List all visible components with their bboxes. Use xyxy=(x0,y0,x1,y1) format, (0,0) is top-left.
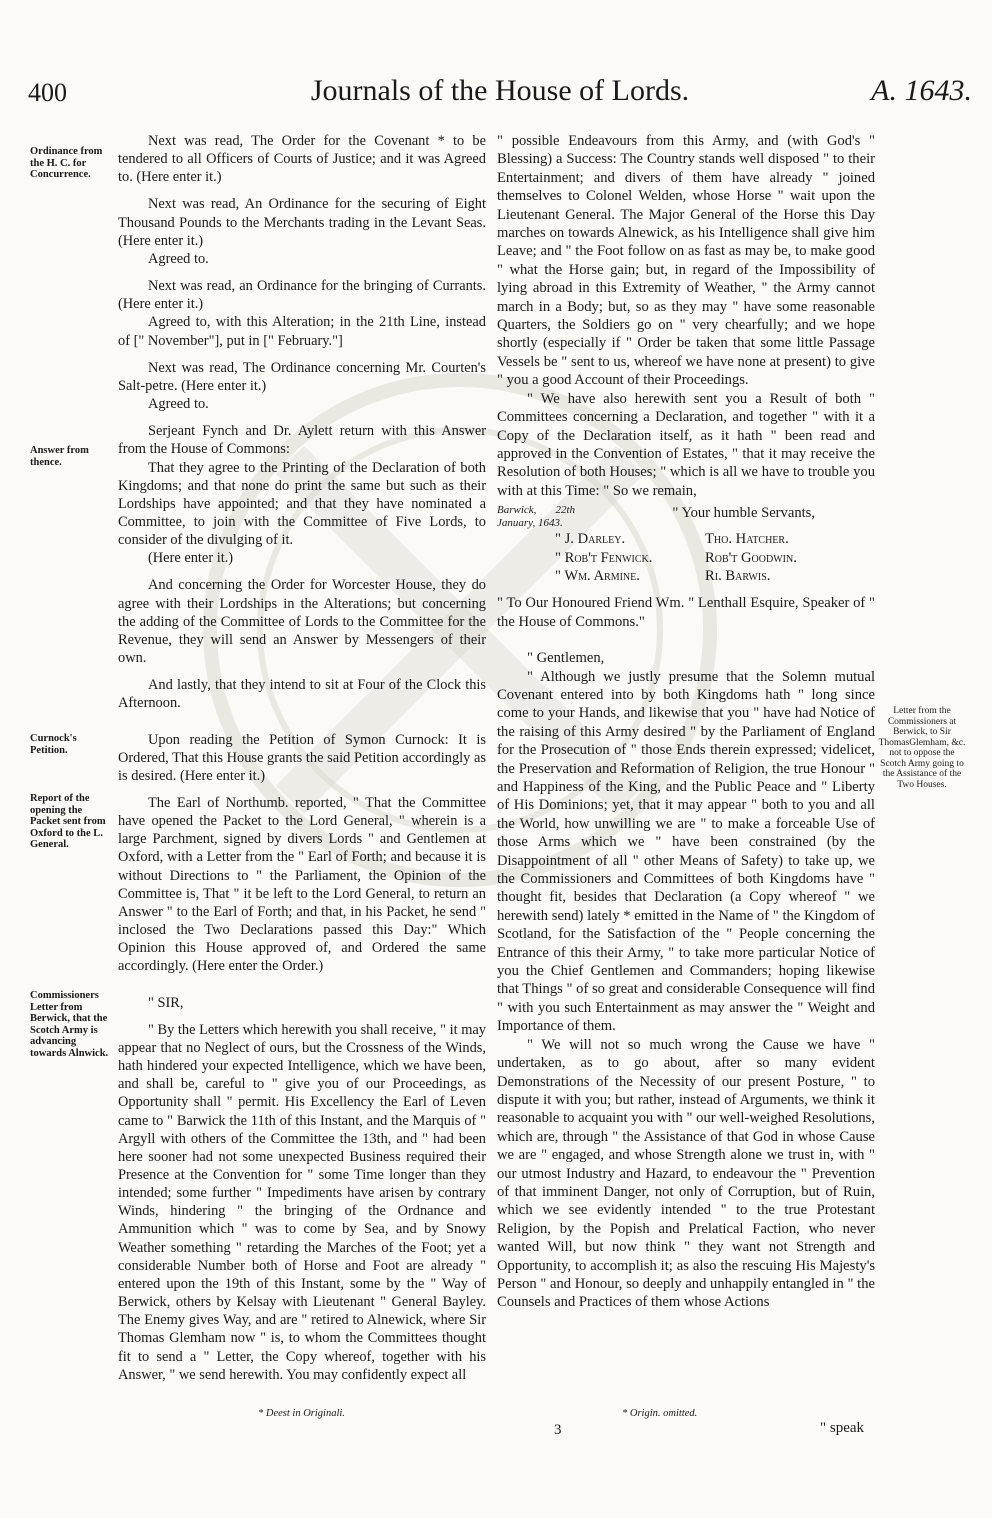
page-title: Journals of the House of Lords. xyxy=(310,74,690,107)
paragraph: That they agree to the Printing of the Declaration of both Kingdoms; and that none do print the same but such as their Lordships have appointed; and that they have nominated a Committee, to join with the Committee of Five Lords, to consider of the divulging of it. xyxy=(118,459,486,549)
paragraph: " possible Endeavours from this Army, and (with God's " Blessing) a Success: The Country stands well disposed " to their Entertainment; and divers of them have already " joined themselves to Colonel Welden, whose Horse " wait upon the Lieutenant General. The Major General of the Horse this Day marches on towards Alnewick, as his Intelligence shall give him Leave; and " the Foot follow on as fast as may be, to make good " what the Horse gain; but, in regard of the Impossibility of lying abroad in this Extremity of Weather, " the Army cannot march in a Body; but, so as they may " have some reasonable Quarters, the Soldiers go on " very chearfully; and we hope shortly (especially if " Order be taken that some little Passage Vessels be " sent to us, whereof we have none at present) to give " you a good Account of their Proceedings. xyxy=(497,133,875,389)
page-year: A. 1643. xyxy=(871,74,972,107)
paragraph: " We have also herewith sent you a Result of both " Committees concerning a Declaration, and together " with it a Copy of the Declaration itself, as it hath " been read and approved in the Convention of Estates, " that it may receive the Resolution of both Houses; " which is all we have to trouble you with at this Time: " So we remain, xyxy=(497,390,875,499)
page-number: 400 xyxy=(28,78,67,107)
signature: Rob't Goodwin. xyxy=(705,549,797,566)
margin-note-answer: Answer from thence. xyxy=(30,445,89,468)
paragraph: Serjeant Fynch and Dr. Aylett return with this Answer from the House of Commons: xyxy=(118,423,486,458)
paragraph: Next was read, An Ordinance for the securing of Eight Thousand Pounds to the Merchants trading in the Levant Seas. (Here enter it.) xyxy=(118,196,486,249)
paragraph: And lastly, that they intend to sit at Four of the Clock this Afternoon. xyxy=(118,677,486,712)
margin-note-ordinance: Ordinance from the H. C. for Concurrence. xyxy=(30,146,103,180)
signature: Ri. Barwis. xyxy=(705,567,771,584)
margin-note-letter: Letter from the Commissioners at Berwick, to Sir ThomasGlemham, &c. not to oppose the Scotch Army going to the Assistance of the Two Houses. xyxy=(878,706,966,790)
signatures xyxy=(555,530,875,585)
paragraph: " By the Letters which herewith you shall receive, " it may appear that no Neglect of ours, but the Crossness of the Winds, hath hindered your expected Intelligence, which we have been, and shall be, careful to " give you of our Proceedings, as Opportunity shall " permit. His Excellency the Earl of Leven came to " Barwick the 11th of this Instant, and the Marquis of " Argyll with others of the Committee the 13th, and " had been here sooner had not some unexpected Business required their Presence at the Convention for " some Time longer than they intended; some further " Impediments have arisen by contrary Winds, hindering " the bringing of the Ordnance and Ammunition which " was to come by Sea, and by Snowy Weather something " retarding the Marches of the Foot; yet a considerable Number both of Horse and Foot are already " entered upon the 19th of this Instant, some by the " Way of Berwick, others by Kelsay with Lieutenant " General Bayley. The Enemy gives Way, and are " retired to Alnewick, where Sir Thomas Glemham now " is, to whom the Committees thought fit to send a " Letter, the Copy whereof, together with his Answer, " we send herewith. You may confidently expect all xyxy=(118,1021,486,1383)
footnote-left: * Deest in Originali. xyxy=(258,1408,345,1419)
signature: Tho. Hatcher. xyxy=(705,531,789,548)
margin-note-curnock: Curnock's Petition. xyxy=(30,733,77,756)
paragraph: " Although we justly presume that the Solemn mutual Covenant entered into by both Kingdoms hath " long since come to your Hands, and likewise that you " have had Notice of the raising of this Army desired " by the Parliament of England for the Prosecution of " those Ends therein expressed; videlicet, the Preservation and Reformation of Religion, the true Honour " and Happiness of the King, and the Public Peace and " Liberty of His Dominions; yet, that it may appear " both to you and all the World, how unwilling we are " to make a forceable Use of those Arms which we " have been constrained (by the Disappointment of all " other Means of Safety) to take up, we the Commissioners and Committees of both Kingdoms have " thought fit, besides that Declaration (a Copy whereof " we herewith send) lately * emitted in the Name of " the Kingdom of Scotland, for the Satisfaction of the " People concerning the Entrance of this their Army, " to take more particular Notice of you the Chief Gentlemen and Commanders; hoping likewise that Things " of so great and considerable Consequence will find " with you such Entertainment as may answer the " Weight and Importance of them. xyxy=(497,668,875,1035)
paragraph: (Here enter it.) xyxy=(148,550,234,567)
signature-mark: 3 xyxy=(554,1422,562,1438)
letter-salutation: " Gentlemen, xyxy=(527,650,605,667)
paragraph: Agreed to. xyxy=(148,250,209,267)
right-column xyxy=(497,132,875,1312)
page-header xyxy=(28,74,972,120)
letter-date: Barwick, 22th January, 1643. xyxy=(497,504,575,530)
letter-salutation: " SIR, xyxy=(148,994,184,1011)
catchword: " speak xyxy=(820,1420,865,1436)
paragraph: And concerning the Order for Worcester House, they do agree with their Lordships in the Alterations; but concerning the adding of the Committee of Lords to the Committee for the Revenue, they will send an Answer by Messengers of their own. xyxy=(118,577,486,667)
footnote-right: * Origin. omitted. xyxy=(622,1408,698,1419)
paragraph: Agreed to, with this Alteration; in the 21th Line, instead of [" November"], put in [" February."] xyxy=(118,314,486,349)
signature: " Rob't Fenwick. xyxy=(555,549,653,566)
paragraph: Next was read, an Ordinance for the bringing of Currants. (Here enter it.) xyxy=(118,278,486,313)
paragraph: Agreed to. xyxy=(148,396,209,413)
letter-closing: " Your humble Servants, xyxy=(672,505,815,522)
margin-note-report: Report of the opening the Packet sent from Oxford to the L. General. xyxy=(30,793,106,850)
signature: " J. Darley. xyxy=(555,531,626,548)
paragraph: Next was read, The Ordinance concerning Mr. Courten's Salt-petre. (Here enter it.) xyxy=(118,359,486,394)
paragraph: " We will not so much wrong the Cause we have " undertaken, as to go about, after so many evident Demonstrations of the Necessity of our present Posture, " to dispute it with you; but rather, instead of Arguments, we think it reasonable to acquaint you with " our well-weighed Resolutions, which are, through " the Assistance of that God in whose Cause we are " engaged, and whose Strength alone we trust in, with " our utmost Industry and Hazard, to endeavour the " Prevention of that imminent Danger, not only of Corruption, but of Ruin, which we see evidently intended " to the true Protestant Religion, by the Popish and Prelatical Faction, who never wanted Will, but now think " they want not Strength and Opportunity, to accomplish it; as also the rescuing His Majesty's Person " and Honour, so deeply and unhappily entangled in " the Counsels and Practices of them whose Actions xyxy=(497,1036,875,1311)
paragraph: The Earl of Northumb. reported, " That the Committee have opened the Packet to the Lord General, " wherein is a large Parchment, signed by divers Lords " and Gentlemen at Oxford, with a Letter from the " Earl of Forth; and because it is without Directions to " the Parliament, the Opinion of the Committee is, That " it be left to the Lord General, to return an Answer " to the Earl of Forth; and that, in his Packet, he send " inclosed the Two Declarations passed this Day:" Which Opinion this House approved of, and Ordered the same accordingly. (Here enter the Order.) xyxy=(118,795,486,975)
paragraph: Upon reading the Petition of Symon Curnock: It is Ordered, That this House grants the said Petition accordingly as is desired. (Here enter it.) xyxy=(118,731,486,784)
paragraph: Next was read, The Order for the Covenant * to be tendered to all Officers of Courts of Justice; and it was Agreed to. (Here enter it.) xyxy=(118,133,486,186)
letter-address: " To Our Honoured Friend Wm. " Lenthall Esquire, Speaker of " the House of Commons." xyxy=(497,595,875,630)
signature: " Wm. Armine. xyxy=(555,567,640,584)
left-column xyxy=(118,132,486,1384)
margin-note-commissioners: Commissioners Letter from Berwick, that the Scotch Army is advancing towards Alnwick. xyxy=(30,990,109,1059)
